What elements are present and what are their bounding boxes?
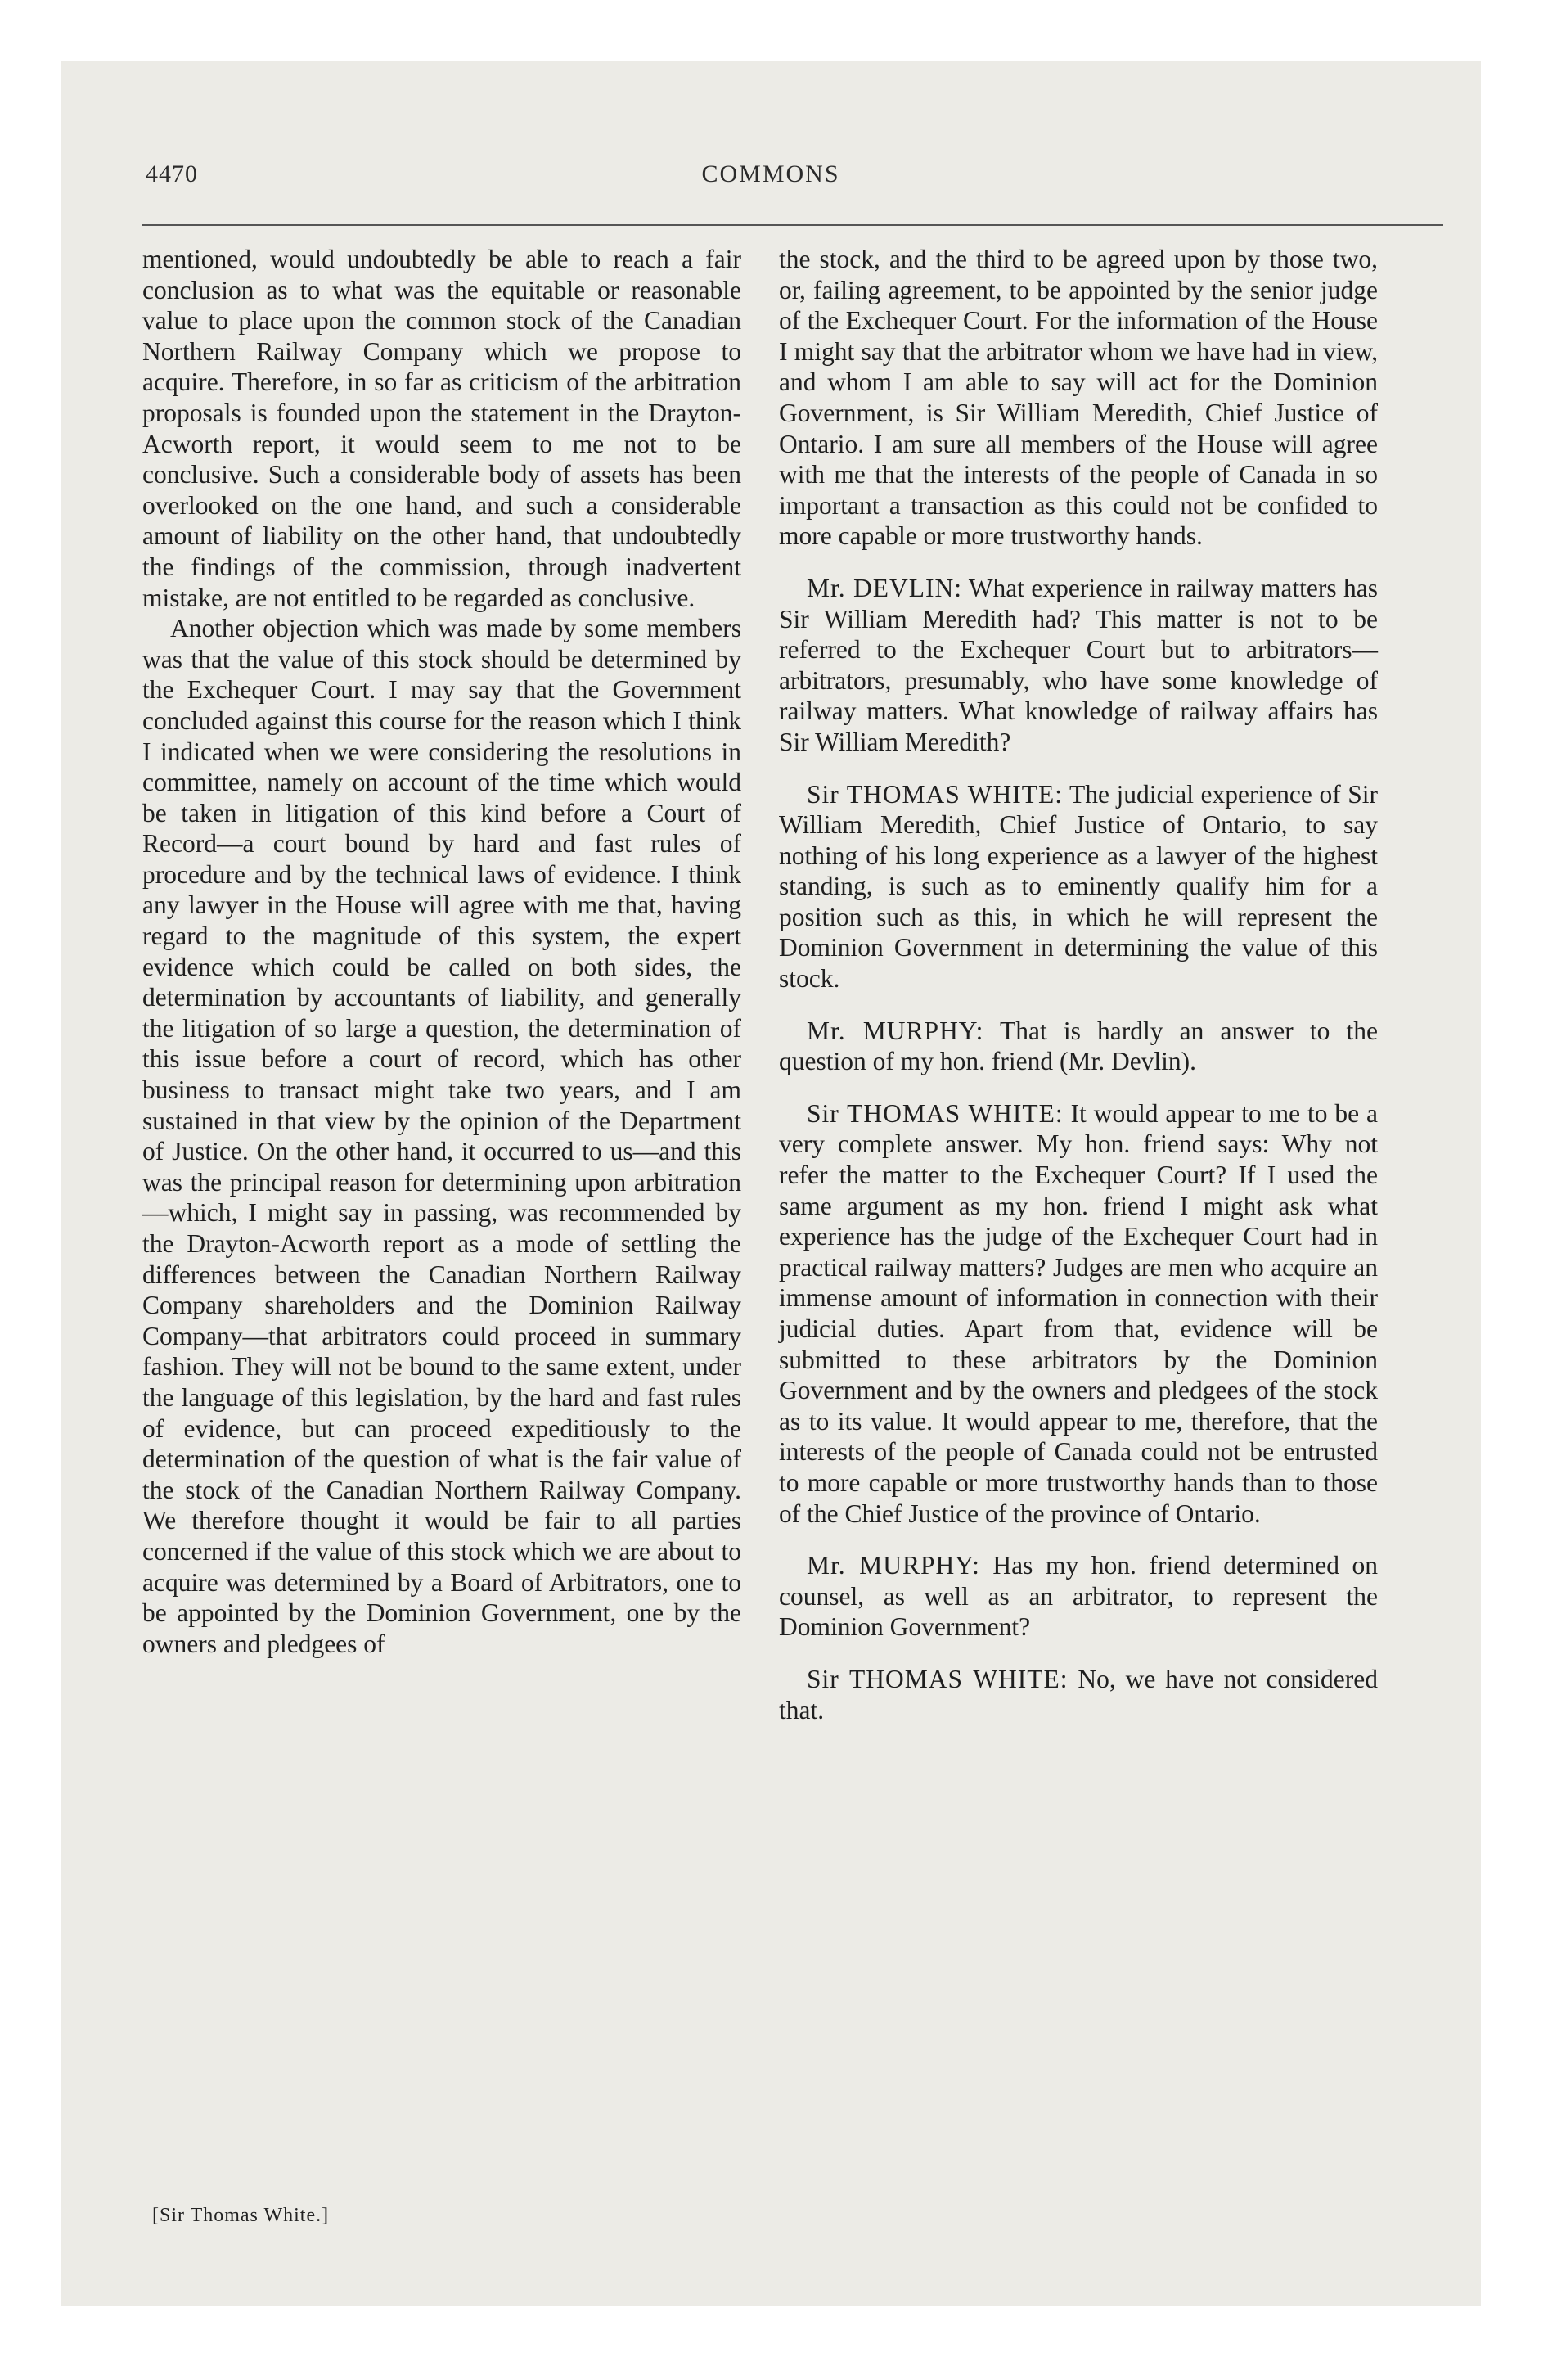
paragraph: the stock, and the third to be agreed upon by those two, or, failing agreement, to be appointed by the senior judge of the Exchequer Court. For the information of the House I might say that the arbitrator whom we have had in view, and whom I am able to say will act for the Dominion Government, is Sir William Meredith, Chief Justice of Ontario. I am sure all members of the House will agree with me that the interests of the people of Canada in so important a transaction as this could not be confided to more capable or more trustworthy hands. [779, 245, 1378, 551]
speech-paragraph [779, 779, 1378, 994]
speech-text: It would appear to me to be a very complete answer. My hon. friend says: Why not refer the matter to the Exchequer Court? If I used the same argument as my hon. friend I might ask what experience has the judge of the Exchequer Court had in practical railway matters? Judges are men who acquire an immense amount of information in connection with their judicial duties. Apart from that, evidence will be submitted to these arbitrators by the Dominion Government and by the owners and pledgees of the stock as to its value. It would appear to me, therefore, that the interests of the people of Canada could not be entrusted to more capable or more trustworthy hands than to those of the Chief Justice of the province of Ontario. [779, 1098, 1379, 1528]
speaker-footnote: [Sir Thomas White.] [152, 2205, 330, 2226]
speech-text: Has my hon. friend determined on counsel, as well as an arbitrator, to represent the Dominion Government? [779, 1551, 1379, 1642]
speech-paragraph [779, 1098, 1378, 1529]
speaker-name: Mr. MURPHY: [807, 1016, 984, 1045]
running-head: COMMONS [701, 160, 840, 187]
speech-text: What experience in railway matters has Sir William Meredith had? This matter is not to be referred to the Exchequer Court but to arbitrators—arbitrators, presumably, who have some knowledge of railway matters. What knowledge of railway affairs has Sir William Meredith? [779, 573, 1379, 756]
speech-text: No, we have not considered that. [779, 1664, 1379, 1724]
speaker-name: Mr. DEVLIN: [807, 573, 962, 602]
paragraph: mentioned, would undoubtedly be able to reach a fair conclusion as to what was the equitable or reasonable value to place upon the common stock of the Canadian Northern Railway Company which we propose to acquire. Therefore, in so far as criticism of the arbitration proposals is founded upon the statement in the Drayton-Acworth report, it would seem to me not to be conclusive. Such a considerable body of assets has been overlooked on the one hand, and such a considerable amount of liability on the other hand, that undoubtedly the findings of the commission, through inadvertent mistake, are not entitled to be regarded as conclusive. [142, 245, 741, 612]
speaker-name: Mr. MURPHY: [807, 1551, 980, 1580]
speech-text: The judicial experience of Sir William Meredith, Chief Justice of Ontario, to say nothing of his long experience as a lawyer of the highest standing, is such as to eminently qualify him for a position such as this, in which he will represent the Dominion Government in determining the value of this stock. [779, 779, 1379, 994]
speech-paragraph [779, 573, 1378, 758]
speech-paragraph [779, 1664, 1378, 1725]
page-number: 4470 [146, 160, 198, 187]
left-column [142, 244, 741, 1659]
speaker-name: Sir THOMAS WHITE: [807, 1098, 1064, 1128]
speech-paragraph [779, 1550, 1378, 1643]
speech-text: That is hardly an answer to the question of my hon. friend (Mr. Devlin). [779, 1016, 1378, 1076]
document-page [61, 61, 1481, 2306]
header-rule [142, 224, 1443, 226]
paragraph: Another objection which was made by some members was that the value of this stock should be determined by the Exchequer Court. I may say that the Government concluded against this course for the reason which I think I indicated when we were considering the resolutions in committee, namely on account of the time which would be taken in litigation of this kind before a Court of Record—a court bound by hard and fast rules of procedure and by the technical laws of evidence. I think any lawyer in the House will agree with me that, having regard to the magnitude of this system, the expert evidence which could be called on both sides, the determination by accountants of liability, and generally the litigation of so large a question, the determination of this issue before a court of record, which has other business to transact might take two years, and I am sustained in that view by the opinion of the Department of Justice. On the other hand, it occurred to us—and this was the principal reason for determining upon arbitration—which, I might say in passing, was recommended by the Drayton-Acworth report as a mode of settling the differences between the Canadian Northern Railway Company shareholders and the Dominion Railway Company—that arbitrators could proceed in summary fashion. They will not be bound to the same extent, under the language of this legislation, by the hard and fast rules of evidence, but can proceed expeditiously to the determination of the question of what is the fair value of the stock of the Canadian Northern Railway Company. We therefore thought it would be fair to all parties concerned if the value of this stock which we are about to acquire was determined by a Board of Arbitrators, one to be appointed by the Dominion Government, one by the owners and pledgees of [142, 614, 741, 1658]
speaker-name: Sir THOMAS WHITE: [807, 779, 1063, 809]
speaker-name: Sir THOMAS WHITE: [807, 1664, 1069, 1693]
page-header [61, 160, 1481, 200]
speech-paragraph [779, 1016, 1378, 1077]
right-column [779, 244, 1378, 1725]
